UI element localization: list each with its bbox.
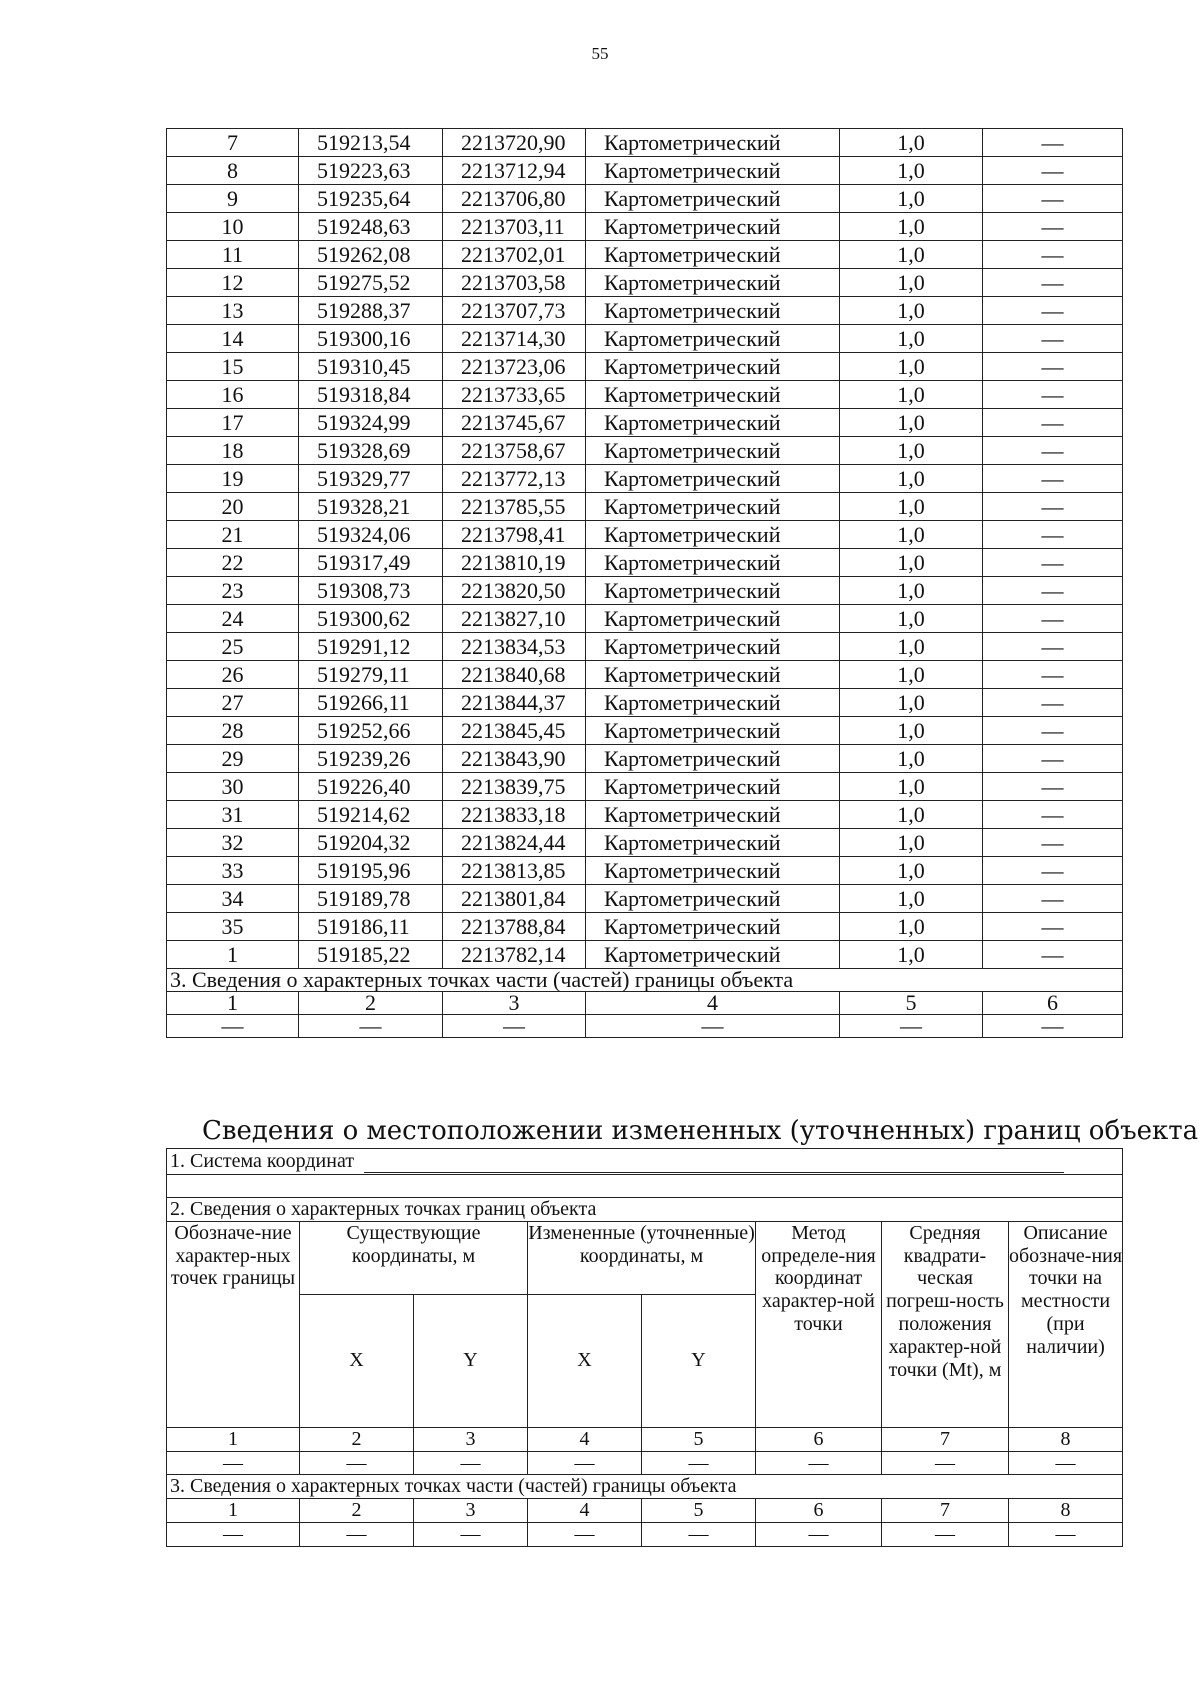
y-coord-cell: 2213810,19 [443,549,586,577]
column-number-cell: 3 [414,1427,528,1451]
y-coord-cell: 2213703,11 [443,213,586,241]
blank-row [167,1175,1123,1198]
description-cell: — [983,633,1123,661]
accuracy-cell: 1,0 [840,409,983,437]
accuracy-cell: 1,0 [840,241,983,269]
accuracy-cell: 1,0 [840,661,983,689]
x-coord-cell: 519329,77 [299,465,443,493]
part-title: 3. Сведения о характерных точках части (частей) границы объекта [167,1475,1123,1499]
x-coord-cell: 519248,63 [299,213,443,241]
description-cell: — [983,689,1123,717]
part-header-cell: 4 [528,1499,642,1523]
empty-data-row [167,1451,1123,1475]
column-number-cell: 1 [167,1427,300,1451]
column-number-cell: 5 [642,1427,756,1451]
description-cell: — [983,829,1123,857]
x-coord-cell: 519235,64 [299,185,443,213]
table-row [167,801,1123,829]
x-coord-cell: 519317,49 [299,549,443,577]
point-number-cell: 28 [167,717,299,745]
x-coord-cell: 519300,62 [299,605,443,633]
empty-cell: — [167,1451,300,1475]
accuracy-cell: 1,0 [840,745,983,773]
empty-cell: — [756,1451,882,1475]
accuracy-cell: 1,0 [840,129,983,157]
y-coord-cell: 2213723,06 [443,353,586,381]
x-coord-cell: 519266,11 [299,689,443,717]
coord-system-cell [167,1149,1123,1175]
part-header-cell: 2 [300,1499,414,1523]
table-row [167,129,1123,157]
table-row [167,857,1123,885]
description-cell: — [983,437,1123,465]
header-method: Метод определе-ния координат характер-ной точки [756,1221,882,1427]
y-coord-cell: 2213824,44 [443,829,586,857]
table-row [167,185,1123,213]
x-coord-cell: 519223,63 [299,157,443,185]
method-cell: Картометрический [586,185,840,213]
table-row [167,605,1123,633]
method-cell: Картометрический [586,521,840,549]
point-number-cell: 30 [167,773,299,801]
y-coord-cell: 2213843,90 [443,745,586,773]
x-coord-cell: 519310,45 [299,353,443,381]
y-coord-cell: 2213839,75 [443,773,586,801]
point-number-cell: 7 [167,129,299,157]
x-coord-cell: 519185,22 [299,941,443,969]
method-cell: Картометрический [586,717,840,745]
description-cell: — [983,521,1123,549]
section3-data-cell: — [983,1015,1123,1038]
table-row [167,213,1123,241]
accuracy-cell: 1,0 [840,941,983,969]
point-number-cell: 34 [167,885,299,913]
table-row [167,241,1123,269]
x-coord-cell: 519300,16 [299,325,443,353]
y-coord-cell: 2213720,90 [443,129,586,157]
method-cell: Картометрический [586,745,840,773]
method-cell: Картометрический [586,577,840,605]
point-number-cell: 24 [167,605,299,633]
section3-title: 3. Сведения о характерных точках части (частей) границы объекта [167,969,1123,992]
description-cell: — [983,661,1123,689]
description-cell: — [983,745,1123,773]
accuracy-cell: 1,0 [840,437,983,465]
method-cell: Картометрический [586,689,840,717]
accuracy-cell: 1,0 [840,157,983,185]
table-row [167,297,1123,325]
part-header-cell: 5 [642,1499,756,1523]
description-cell: — [983,353,1123,381]
y-coord-cell: 2213706,80 [443,185,586,213]
description-cell: — [983,717,1123,745]
description-cell: — [983,913,1123,941]
y-coord-cell: 2213707,73 [443,297,586,325]
description-cell: — [983,325,1123,353]
column-number-row [167,1427,1123,1451]
method-cell: Картометрический [586,773,840,801]
part-header-cell: 6 [756,1499,882,1523]
method-cell: Картометрический [586,409,840,437]
point-number-cell: 32 [167,829,299,857]
x-coord-cell: 519279,11 [299,661,443,689]
section3-header-cell: 5 [840,992,983,1015]
part-data-cell: — [414,1522,528,1546]
column-number-cell: 2 [300,1427,414,1451]
y-coord-cell: 2213845,45 [443,717,586,745]
y-coord-cell: 2213702,01 [443,241,586,269]
header-existing-y: Y [414,1294,528,1427]
description-cell: — [983,409,1123,437]
table-row [167,992,1123,1015]
table-row [167,437,1123,465]
description-cell: — [983,213,1123,241]
part-header-cell: 1 [167,1499,300,1523]
x-coord-cell: 519262,08 [299,241,443,269]
empty-cell: — [528,1451,642,1475]
column-number-cell: 7 [882,1427,1009,1451]
description-cell: — [983,185,1123,213]
table-row [167,941,1123,969]
table-row [167,157,1123,185]
description-cell: — [983,269,1123,297]
table-row [167,493,1123,521]
point-number-cell: 8 [167,157,299,185]
point-number-cell: 1 [167,941,299,969]
accuracy-cell: 1,0 [840,297,983,325]
description-cell: — [983,941,1123,969]
method-cell: Картометрический [586,213,840,241]
x-coord-cell: 519186,11 [299,913,443,941]
method-cell: Картометрический [586,829,840,857]
accuracy-cell: 1,0 [840,493,983,521]
y-coord-cell: 2213834,53 [443,633,586,661]
column-number-cell: 4 [528,1427,642,1451]
header-designation: Обозначе-ние характер-ных точек границы [167,1221,300,1427]
accuracy-cell: 1,0 [840,829,983,857]
table-row [167,885,1123,913]
x-coord-cell: 519324,99 [299,409,443,437]
table-row [167,633,1123,661]
changed-boundaries-table [166,1148,1123,1547]
accuracy-cell: 1,0 [840,213,983,241]
part-data-cell: — [882,1522,1009,1546]
point-number-cell: 11 [167,241,299,269]
description-cell: — [983,465,1123,493]
accuracy-cell: 1,0 [840,185,983,213]
accuracy-cell: 1,0 [840,913,983,941]
accuracy-cell: 1,0 [840,381,983,409]
header-changed-y: Y [642,1294,756,1427]
point-number-cell: 17 [167,409,299,437]
y-coord-cell: 2213745,67 [443,409,586,437]
section3-header-cell: 6 [983,992,1123,1015]
point-number-cell: 19 [167,465,299,493]
table-row [167,409,1123,437]
description-cell: — [983,857,1123,885]
accuracy-cell: 1,0 [840,885,983,913]
table-row [167,661,1123,689]
table-row [167,829,1123,857]
y-coord-cell: 2213788,84 [443,913,586,941]
description-cell: — [983,297,1123,325]
point-number-cell: 9 [167,185,299,213]
x-coord-cell: 519318,84 [299,381,443,409]
y-coord-cell: 2213703,58 [443,269,586,297]
point-number-cell: 33 [167,857,299,885]
part-data-cell: — [756,1522,882,1546]
y-coord-cell: 2213827,10 [443,605,586,633]
table-row [167,1015,1123,1038]
accuracy-cell: 1,0 [840,857,983,885]
table-row [167,465,1123,493]
point-number-cell: 27 [167,689,299,717]
table-row [167,353,1123,381]
header-changed-x: X [528,1294,642,1427]
method-cell: Картометрический [586,241,840,269]
coord-system-label: 1. Система координат [170,1150,355,1173]
accuracy-cell: 1,0 [840,325,983,353]
x-coord-cell: 519239,26 [299,745,443,773]
description-cell: — [983,577,1123,605]
method-cell: Картометрический [586,941,840,969]
method-cell: Картометрический [586,381,840,409]
part-header-cell: 8 [1009,1499,1123,1523]
method-cell: Картометрический [586,605,840,633]
section3-header-cell: 4 [586,992,840,1015]
method-cell: Картометрический [586,297,840,325]
accuracy-cell: 1,0 [840,801,983,829]
method-cell: Картометрический [586,801,840,829]
part-data-cell: — [300,1522,414,1546]
page-number: 55 [591,44,609,63]
x-coord-cell: 519226,40 [299,773,443,801]
description-cell: — [983,773,1123,801]
header-accuracy: Средняя квадрати-ческая погреш-ность положения характер-ной точки (Mt), м [882,1221,1009,1427]
section-title: Сведения о местоположении измененных (уточненных) границ объекта [202,1116,1199,1146]
method-cell: Картометрический [586,325,840,353]
y-coord-cell: 2213813,85 [443,857,586,885]
part-data-cell: — [167,1522,300,1546]
section3-header-cell: 1 [167,992,299,1015]
empty-cell: — [882,1451,1009,1475]
method-cell: Картометрический [586,549,840,577]
table-row [167,325,1123,353]
y-coord-cell: 2213733,65 [443,381,586,409]
point-number-cell: 15 [167,353,299,381]
y-coord-cell: 2213772,13 [443,465,586,493]
method-cell: Картометрический [586,465,840,493]
table-row [167,773,1123,801]
part-header-cell: 7 [882,1499,1009,1523]
empty-cell: — [642,1451,756,1475]
point-number-cell: 10 [167,213,299,241]
description-cell: — [983,241,1123,269]
table-row [167,689,1123,717]
table-row [167,521,1123,549]
method-cell: Картометрический [586,157,840,185]
x-coord-cell: 519275,52 [299,269,443,297]
accuracy-cell: 1,0 [840,465,983,493]
x-coord-cell: 519214,62 [299,801,443,829]
table-row [167,745,1123,773]
points-title: 2. Сведения о характерных точках границ объекта [167,1198,1123,1222]
accuracy-cell: 1,0 [840,633,983,661]
x-coord-cell: 519195,96 [299,857,443,885]
point-number-cell: 23 [167,577,299,605]
table-row [167,549,1123,577]
table-row [167,913,1123,941]
x-coord-cell: 519328,69 [299,437,443,465]
header-description: Описание обозначе-ния точки на местности (при наличии) [1009,1221,1123,1427]
accuracy-cell: 1,0 [840,689,983,717]
point-number-cell: 31 [167,801,299,829]
part-data-cell: — [1009,1522,1123,1546]
table-row [167,577,1123,605]
method-cell: Картометрический [586,129,840,157]
x-coord-cell: 519324,06 [299,521,443,549]
point-number-cell: 14 [167,325,299,353]
point-number-cell: 29 [167,745,299,773]
description-cell: — [983,605,1123,633]
accuracy-cell: 1,0 [840,605,983,633]
method-cell: Картометрический [586,913,840,941]
part-data-row [167,1522,1123,1546]
y-coord-cell: 2213801,84 [443,885,586,913]
y-coord-cell: 2213782,14 [443,941,586,969]
point-number-cell: 18 [167,437,299,465]
point-number-cell: 22 [167,549,299,577]
part-data-cell: — [642,1522,756,1546]
section3-data-cell: — [443,1015,586,1038]
y-coord-cell: 2213798,41 [443,521,586,549]
x-coord-cell: 519308,73 [299,577,443,605]
x-coord-cell: 519328,21 [299,493,443,521]
section3-data-cell: — [586,1015,840,1038]
y-coord-cell: 2213712,94 [443,157,586,185]
description-cell: — [983,549,1123,577]
section3-data-cell: — [299,1015,443,1038]
y-coord-cell: 2213840,68 [443,661,586,689]
method-cell: Картометрический [586,493,840,521]
y-coord-cell: 2213833,18 [443,801,586,829]
method-cell: Картометрический [586,269,840,297]
x-coord-cell: 519213,54 [299,129,443,157]
method-cell: Картометрический [586,661,840,689]
table-row [167,381,1123,409]
point-number-cell: 20 [167,493,299,521]
header-existing: Существующие координаты, м [300,1221,528,1294]
point-number-cell: 25 [167,633,299,661]
empty-cell: — [300,1451,414,1475]
y-coord-cell: 2213785,55 [443,493,586,521]
section3-header-cell: 2 [299,992,443,1015]
part-header-row [167,1499,1123,1523]
point-number-cell: 13 [167,297,299,325]
description-cell: — [983,129,1123,157]
description-cell: — [983,493,1123,521]
table-row [167,717,1123,745]
header-changed: Измененные (уточненные) координаты, м [528,1221,756,1294]
point-number-cell: 35 [167,913,299,941]
description-cell: — [983,885,1123,913]
x-coord-cell: 519288,37 [299,297,443,325]
method-cell: Картометрический [586,885,840,913]
part-header-cell: 3 [414,1499,528,1523]
y-coord-cell: 2213844,37 [443,689,586,717]
accuracy-cell: 1,0 [840,773,983,801]
x-coord-cell: 519189,78 [299,885,443,913]
x-coord-cell: 519291,12 [299,633,443,661]
method-cell: Картометрический [586,633,840,661]
method-cell: Картометрический [586,437,840,465]
method-cell: Картометрический [586,353,840,381]
y-coord-cell: 2213758,67 [443,437,586,465]
section3-header-cell: 3 [443,992,586,1015]
section3-data-cell: — [167,1015,299,1038]
description-cell: — [983,381,1123,409]
point-number-cell: 12 [167,269,299,297]
coord-system-line [364,1154,1064,1173]
header-existing-x: X [300,1294,414,1427]
x-coord-cell: 519204,32 [299,829,443,857]
description-cell: — [983,157,1123,185]
accuracy-cell: 1,0 [840,717,983,745]
accuracy-cell: 1,0 [840,269,983,297]
empty-cell: — [1009,1451,1123,1475]
column-number-cell: 8 [1009,1427,1123,1451]
point-number-cell: 16 [167,381,299,409]
section3-data-cell: — [840,1015,983,1038]
method-cell: Картометрический [586,857,840,885]
coordinates-table [166,128,1123,1038]
y-coord-cell: 2213714,30 [443,325,586,353]
y-coord-cell: 2213820,50 [443,577,586,605]
description-cell: — [983,801,1123,829]
accuracy-cell: 1,0 [840,353,983,381]
accuracy-cell: 1,0 [840,577,983,605]
x-coord-cell: 519252,66 [299,717,443,745]
point-number-cell: 26 [167,661,299,689]
table-row [167,269,1123,297]
empty-cell: — [414,1451,528,1475]
point-number-cell: 21 [167,521,299,549]
part-data-cell: — [528,1522,642,1546]
accuracy-cell: 1,0 [840,549,983,577]
column-number-cell: 6 [756,1427,882,1451]
accuracy-cell: 1,0 [840,521,983,549]
